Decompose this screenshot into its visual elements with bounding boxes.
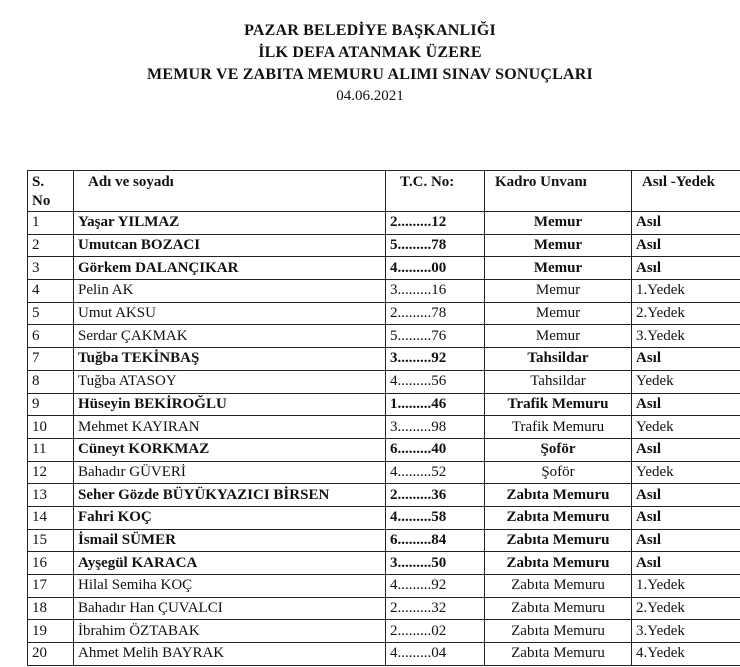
cell-title: Zabıta Memuru	[485, 643, 632, 666]
cell-tc: 2.........78	[386, 302, 485, 325]
column-header-tc: T.C. No:	[386, 171, 485, 212]
cell-no: 1	[28, 212, 74, 235]
cell-name: Cüneyt KORKMAZ	[74, 438, 386, 461]
cell-title: Zabıta Memuru	[485, 620, 632, 643]
cell-name: Ahmet Melih BAYRAK	[74, 643, 386, 666]
cell-status: Asıl	[632, 438, 740, 461]
cell-name: Umut AKSU	[74, 302, 386, 325]
cell-name: Hüseyin BEKİROĞLU	[74, 393, 386, 416]
table-row	[28, 393, 740, 416]
cell-status: Asıl	[632, 552, 740, 575]
table-row	[28, 370, 740, 393]
header-subtitle: İLK DEFA ATANMAK ÜZERE	[258, 44, 482, 61]
column-header-no-line1: S.	[32, 174, 45, 190]
cell-no: 13	[28, 484, 74, 507]
table-row	[28, 280, 740, 303]
cell-status: Asıl	[632, 484, 740, 507]
table-row	[28, 461, 740, 484]
cell-status: 1.Yedek	[632, 575, 740, 598]
header-title: MEMUR VE ZABITA MEMURU ALIMI SINAV SONUÇLARI	[147, 66, 593, 83]
column-header-no-line2: No	[32, 193, 51, 209]
cell-name: İsmail SÜMER	[74, 529, 386, 552]
cell-status: 1.Yedek	[632, 280, 740, 303]
cell-status: Asıl	[632, 212, 740, 235]
cell-status: Yedek	[632, 370, 740, 393]
cell-no: 3	[28, 257, 74, 280]
cell-no: 14	[28, 506, 74, 529]
cell-name: Serdar ÇAKMAK	[74, 325, 386, 348]
cell-tc: 4.........56	[386, 370, 485, 393]
table-row	[28, 234, 740, 257]
header-institution: PAZAR BELEDİYE BAŞKANLIĞI	[244, 22, 496, 39]
cell-status: Asıl	[632, 234, 740, 257]
table-row	[28, 484, 740, 507]
cell-tc: 2.........02	[386, 620, 485, 643]
cell-tc: 6.........40	[386, 438, 485, 461]
cell-title: Şoför	[485, 461, 632, 484]
cell-title: Memur	[485, 280, 632, 303]
table-row	[28, 302, 740, 325]
cell-title: Zabıta Memuru	[485, 575, 632, 598]
cell-no: 5	[28, 302, 74, 325]
cell-no: 17	[28, 575, 74, 598]
cell-name: Bahadır GÜVERİ	[74, 461, 386, 484]
cell-name: Tuğba ATASOY	[74, 370, 386, 393]
table-row	[28, 348, 740, 371]
cell-title: Memur	[485, 302, 632, 325]
table-row	[28, 438, 740, 461]
cell-status: 3.Yedek	[632, 325, 740, 348]
cell-name: Hilal Semiha KOÇ	[74, 575, 386, 598]
cell-tc: 2.........32	[386, 597, 485, 620]
cell-title: Zabıta Memuru	[485, 484, 632, 507]
cell-tc: 4.........58	[386, 506, 485, 529]
cell-status: Asıl	[632, 257, 740, 280]
cell-tc: 2.........12	[386, 212, 485, 235]
cell-title: Zabıta Memuru	[485, 597, 632, 620]
cell-no: 8	[28, 370, 74, 393]
cell-title: Tahsildar	[485, 370, 632, 393]
cell-status: Asıl	[632, 393, 740, 416]
cell-tc: 3.........92	[386, 348, 485, 371]
cell-no: 2	[28, 234, 74, 257]
column-header-name: Adı ve soyadı	[74, 171, 386, 212]
table-row	[28, 212, 740, 235]
table-row	[28, 257, 740, 280]
cell-title: Tahsildar	[485, 348, 632, 371]
cell-status: Asıl	[632, 348, 740, 371]
document-header	[0, 20, 740, 106]
cell-no: 7	[28, 348, 74, 371]
cell-name: Fahri KOÇ	[74, 506, 386, 529]
cell-status: 2.Yedek	[632, 597, 740, 620]
table-row	[28, 575, 740, 598]
cell-tc: 4.........00	[386, 257, 485, 280]
table-row	[28, 552, 740, 575]
cell-tc: 4.........52	[386, 461, 485, 484]
cell-tc: 6.........84	[386, 529, 485, 552]
results-table	[27, 170, 740, 666]
column-header-status: Asıl -Yedek	[632, 171, 740, 212]
cell-name: Umutcan BOZACI	[74, 234, 386, 257]
cell-tc: 4.........92	[386, 575, 485, 598]
cell-title: Memur	[485, 257, 632, 280]
cell-name: Tuğba TEKİNBAŞ	[74, 348, 386, 371]
cell-tc: 3.........98	[386, 416, 485, 439]
cell-status: 4.Yedek	[632, 643, 740, 666]
table-row	[28, 325, 740, 348]
cell-tc: 3.........50	[386, 552, 485, 575]
cell-name: Bahadır Han ÇUVALCI	[74, 597, 386, 620]
cell-no: 18	[28, 597, 74, 620]
cell-tc: 5.........78	[386, 234, 485, 257]
column-header-no	[28, 171, 74, 212]
cell-status: Asıl	[632, 529, 740, 552]
cell-tc: 1.........46	[386, 393, 485, 416]
cell-no: 6	[28, 325, 74, 348]
cell-status: 2.Yedek	[632, 302, 740, 325]
table-row	[28, 529, 740, 552]
column-header-title: Kadro Unvanı	[485, 171, 632, 212]
table-row	[28, 643, 740, 666]
table-row	[28, 506, 740, 529]
cell-title: Memur	[485, 212, 632, 235]
cell-no: 4	[28, 280, 74, 303]
cell-name: Mehmet KAYIRAN	[74, 416, 386, 439]
cell-tc: 4.........04	[386, 643, 485, 666]
cell-name: Seher Gözde BÜYÜKYAZICI BİRSEN	[74, 484, 386, 507]
cell-no: 9	[28, 393, 74, 416]
cell-status: Yedek	[632, 461, 740, 484]
cell-no: 16	[28, 552, 74, 575]
cell-name: Görkem DALANÇIKAR	[74, 257, 386, 280]
cell-title: Memur	[485, 325, 632, 348]
cell-title: Zabıta Memuru	[485, 506, 632, 529]
cell-title: Memur	[485, 234, 632, 257]
header-date: 04.06.2021	[336, 88, 404, 104]
cell-no: 11	[28, 438, 74, 461]
table-body	[28, 212, 740, 666]
cell-status: 3.Yedek	[632, 620, 740, 643]
cell-name: Pelin AK	[74, 280, 386, 303]
cell-no: 20	[28, 643, 74, 666]
cell-no: 19	[28, 620, 74, 643]
table-row	[28, 597, 740, 620]
cell-tc: 2.........36	[386, 484, 485, 507]
cell-no: 12	[28, 461, 74, 484]
table-header-row	[28, 171, 740, 212]
cell-tc: 3.........16	[386, 280, 485, 303]
cell-no: 10	[28, 416, 74, 439]
cell-name: Yaşar YILMAZ	[74, 212, 386, 235]
cell-status: Asıl	[632, 506, 740, 529]
table-row	[28, 416, 740, 439]
cell-status: Yedek	[632, 416, 740, 439]
cell-title: Şoför	[485, 438, 632, 461]
cell-tc: 5.........76	[386, 325, 485, 348]
cell-name: Ayşegül KARACA	[74, 552, 386, 575]
cell-title: Trafik Memuru	[485, 393, 632, 416]
cell-title: Zabıta Memuru	[485, 552, 632, 575]
cell-title: Trafik Memuru	[485, 416, 632, 439]
cell-title: Zabıta Memuru	[485, 529, 632, 552]
cell-name: İbrahim ÖZTABAK	[74, 620, 386, 643]
table-row	[28, 620, 740, 643]
cell-no: 15	[28, 529, 74, 552]
